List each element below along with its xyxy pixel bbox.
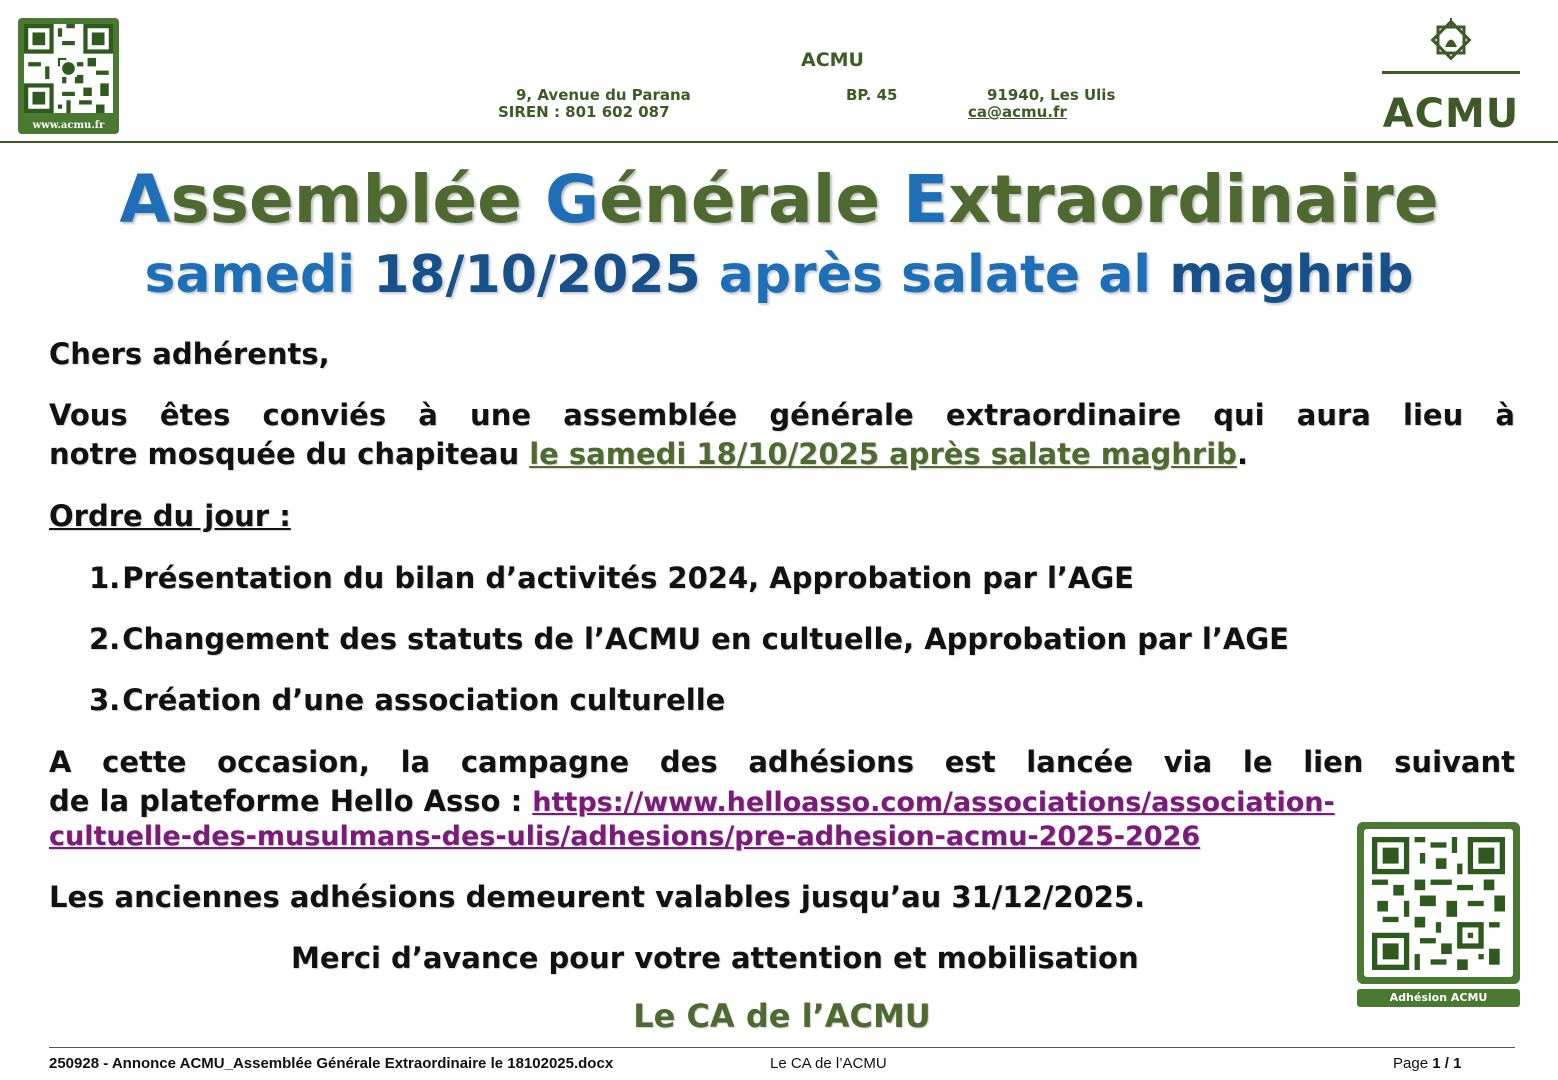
intro-text: notre mosquée du chapiteau <box>49 437 530 471</box>
page-separator: / <box>1440 1055 1454 1072</box>
header-divider <box>0 141 1558 143</box>
footer-author: Le CA de l’ACMU <box>770 1055 887 1072</box>
qr-code-pattern <box>24 24 113 113</box>
page-total: 1 <box>1453 1055 1462 1072</box>
qr-code-graphic <box>1372 837 1505 970</box>
page-subtitle <box>0 245 1558 305</box>
acmu-logo <box>1380 16 1522 137</box>
subtitle-salate: salate <box>901 245 1081 305</box>
qr-code-graphic <box>24 24 113 113</box>
mosque-star-icon <box>1426 16 1476 64</box>
helloasso-link-line-2 <box>49 823 1200 850</box>
address-po-box: BP. 45 <box>846 86 898 104</box>
agenda-text: Présentation du bilan d’activités 2024, Approbation par l’AGE <box>122 561 1134 595</box>
title-word-extraordinaire: xtraordinaire <box>948 161 1439 238</box>
logo-divider <box>1382 71 1520 74</box>
agenda-item <box>89 683 726 717</box>
page-current: 1 <box>1432 1055 1441 1072</box>
footer-filename: 250928 - Annonce ACMU_Assemblée Générale Extraordinaire le 18102025.docx <box>49 1055 614 1072</box>
title-initial-e: E <box>903 161 949 238</box>
organization-name: ACMU <box>801 49 864 71</box>
agenda-text: Création d’une association culturelle <box>122 683 726 717</box>
agenda-number: 2. <box>89 622 121 656</box>
validity-notice: Les anciennes adhésions demeurent valables jusqu’au 31/12/2025. <box>49 880 1146 914</box>
agenda-item <box>89 561 1134 595</box>
agenda-number: 3. <box>89 683 121 717</box>
footer-divider <box>49 1047 1515 1048</box>
greeting: Chers adhérents, <box>49 337 330 371</box>
campaign-line-2 <box>49 784 1335 818</box>
subtitle-maghrib: maghrib <box>1169 245 1414 305</box>
agenda-number: 1. <box>89 561 121 595</box>
agenda-item <box>89 622 1289 656</box>
campaign-text: de la plateforme Hello Asso : <box>49 784 533 818</box>
logo-text: ACMU <box>1382 91 1520 137</box>
footer-page-number <box>1393 1055 1461 1072</box>
subtitle-date: 18/10/2025 <box>373 245 701 305</box>
meeting-date-link[interactable]: le samedi 18/10/2025 après salate maghrib <box>529 437 1237 471</box>
subtitle-al: al <box>1080 245 1170 305</box>
siren-number: SIREN : 801 602 087 <box>498 103 670 121</box>
subtitle-apres: après <box>700 245 902 305</box>
membership-qr-label: Adhésion ACMU <box>1357 989 1520 1007</box>
address-city: 91940, Les Ulis <box>987 86 1116 104</box>
intro-period: . <box>1236 437 1248 471</box>
title-word-generale: énérale <box>599 161 904 238</box>
thanks-message: Merci d’avance pour votre attention et mobilisation <box>291 941 1139 975</box>
membership-qr-code[interactable] <box>1357 822 1520 984</box>
title-initial-a: A <box>119 161 171 238</box>
helloasso-link-part-1[interactable]: https://www.helloasso.com/associations/association- <box>532 787 1335 818</box>
intro-line-2 <box>49 437 1248 471</box>
helloasso-link-part-2[interactable]: cultuelle-des-musulmans-des-ulis/adhesions/pre-adhesion-acmu-2025-2026 <box>49 821 1201 852</box>
page-title <box>0 161 1558 238</box>
agenda-heading: Ordre du jour : <box>49 499 291 533</box>
subtitle-day: samedi <box>144 245 374 305</box>
website-qr-caption: www.acmu.fr <box>32 120 105 131</box>
page-prefix: Page <box>1393 1055 1433 1072</box>
title-initial-g: G <box>544 161 600 238</box>
email-link[interactable]: ca@acmu.fr <box>968 103 1067 121</box>
signature: Le CA de l’ACMU <box>633 997 931 1035</box>
title-word-assemblee: ssemblée <box>170 161 545 238</box>
agenda-text: Changement des statuts de l’ACMU en cultuelle, Approbation par l’AGE <box>122 622 1289 656</box>
address-street: 9, Avenue du Parana <box>516 86 691 104</box>
intro-line-1: Vous êtes conviés à une assemblée générale extraordinaire qui aura lieu à <box>49 398 1515 432</box>
website-qr-code[interactable] <box>18 18 119 134</box>
campaign-line-1: A cette occasion, la campagne des adhésions est lancée via le lien suivant <box>49 745 1515 779</box>
qr-code-pattern <box>1364 829 1513 977</box>
